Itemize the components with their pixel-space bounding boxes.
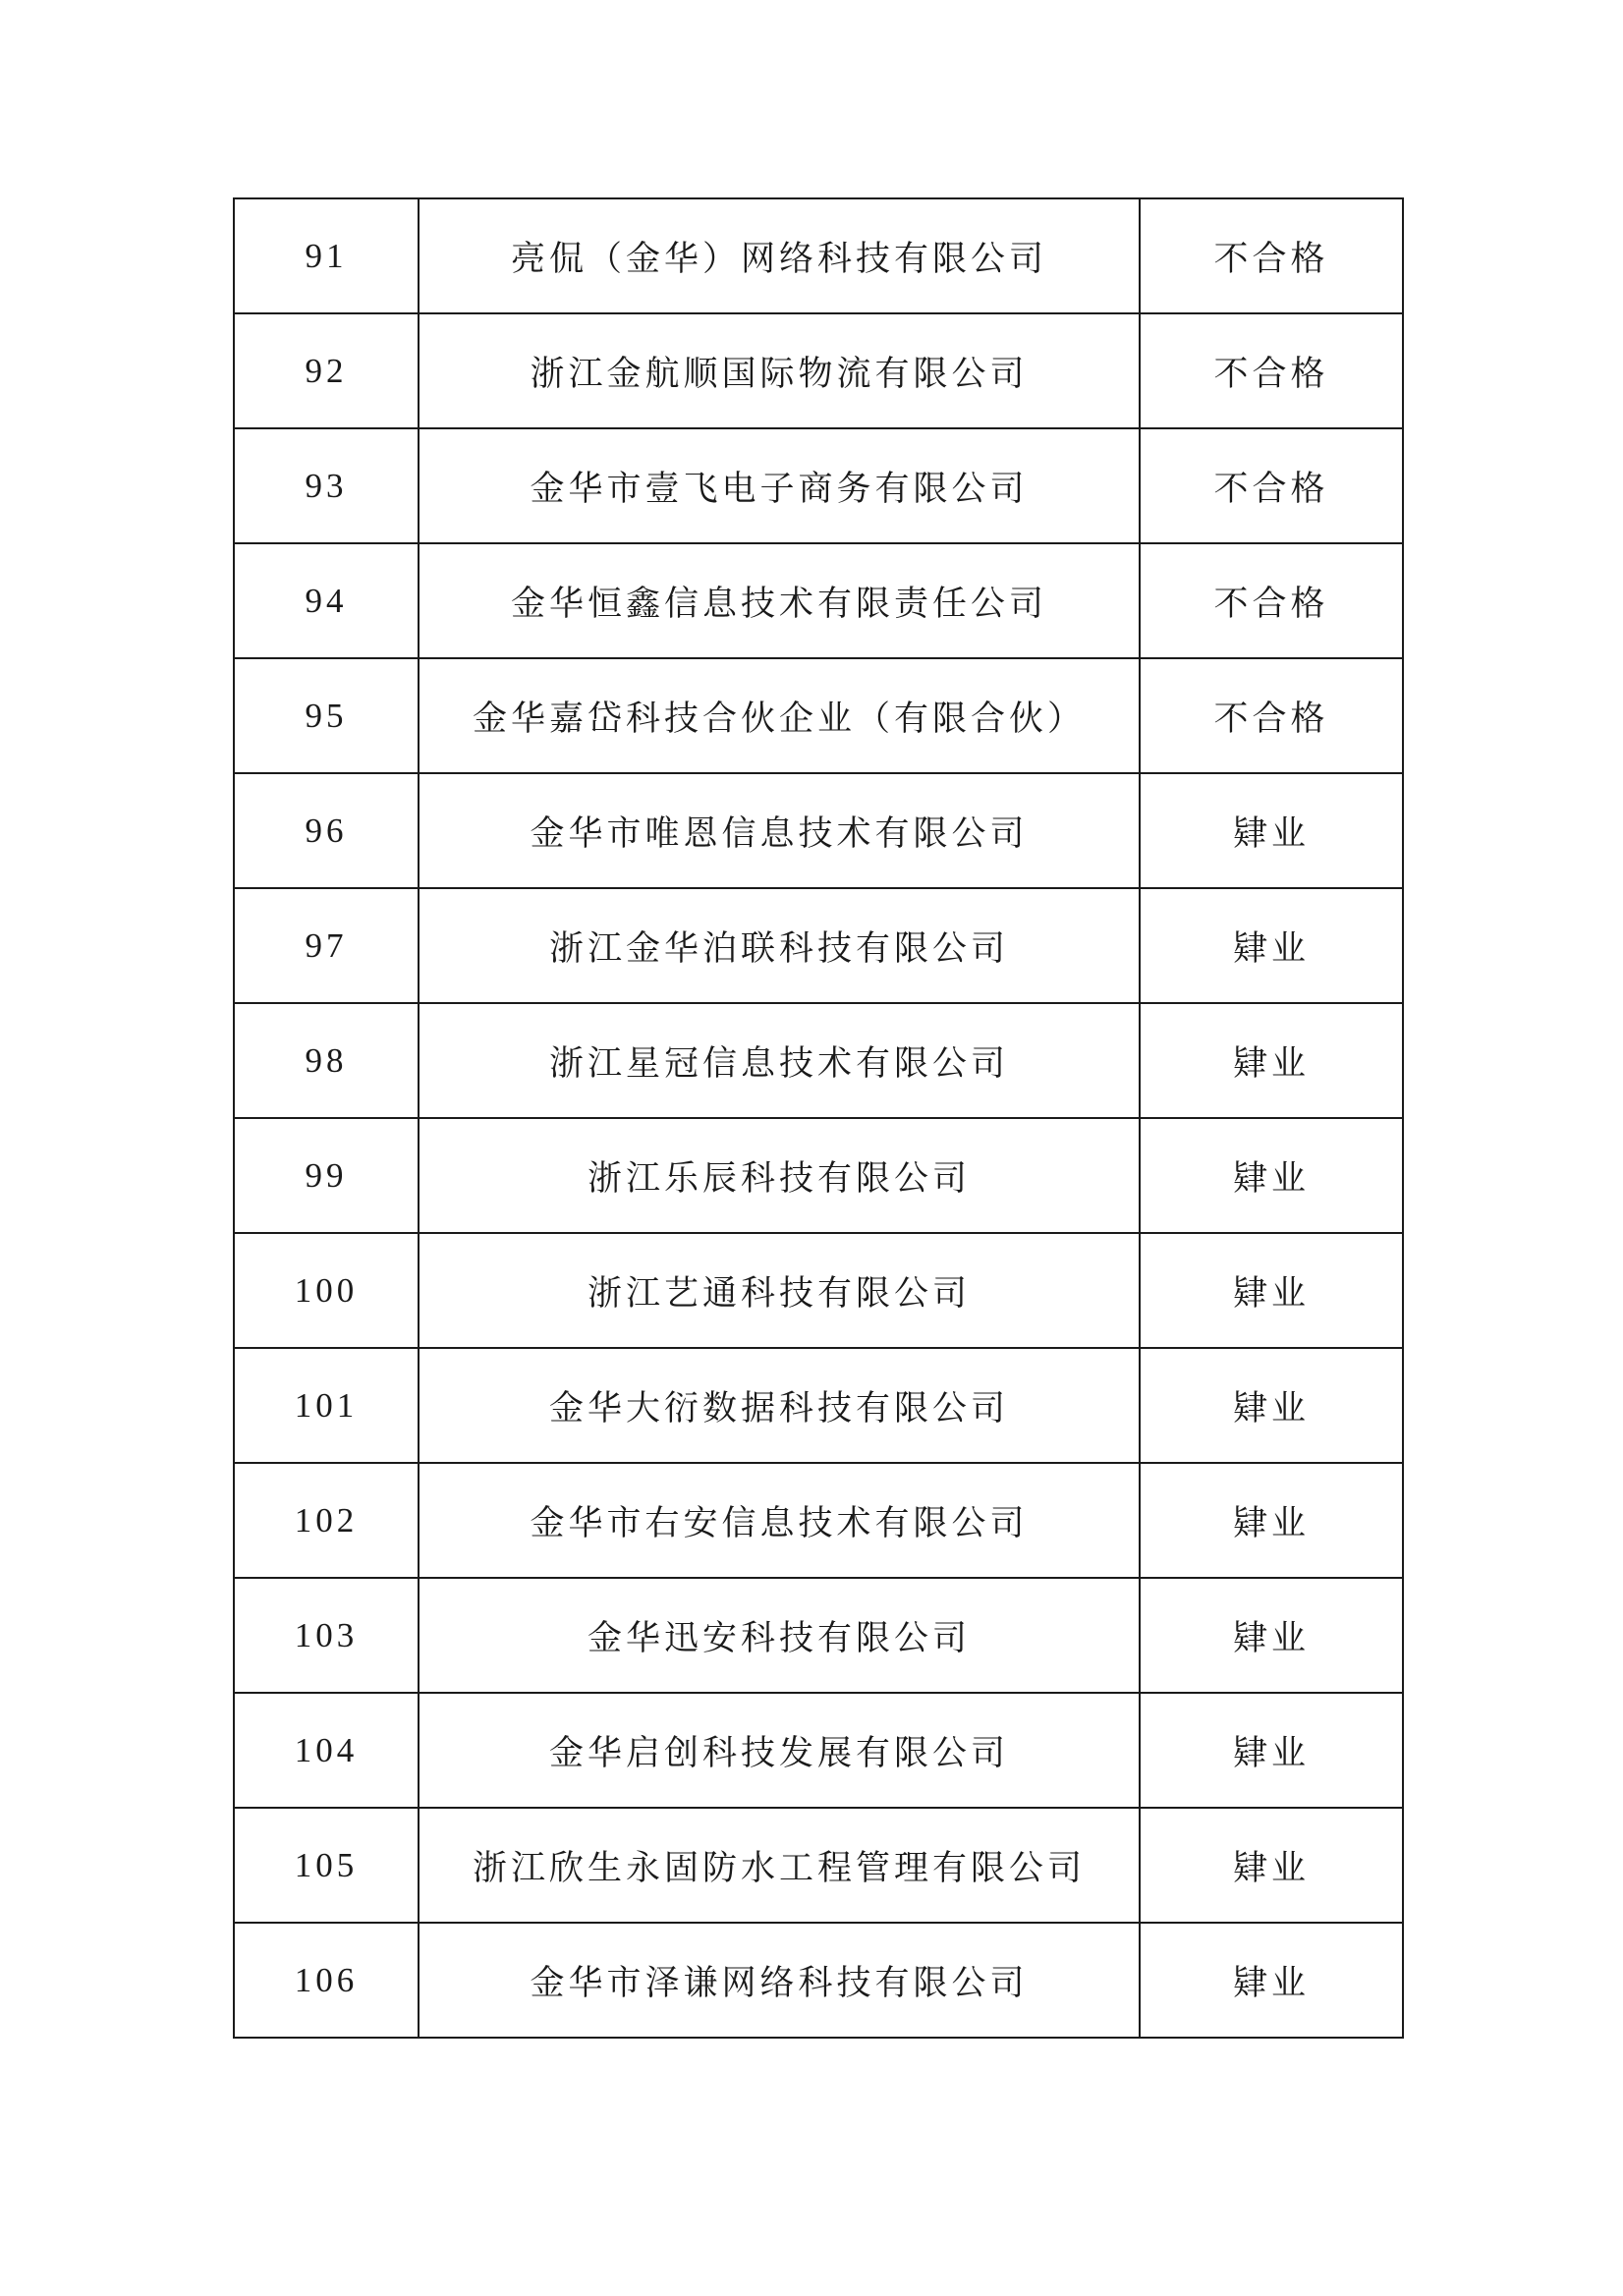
table-row: [234, 1808, 1403, 1923]
row-number: 92: [234, 313, 419, 428]
status-cell: 不合格: [1140, 198, 1403, 313]
table-row: [234, 198, 1403, 313]
company-name: 金华嘉岱科技合伙企业（有限合伙）: [419, 658, 1140, 773]
table-row: [234, 1003, 1403, 1118]
company-name: 浙江艺通科技有限公司: [419, 1233, 1140, 1348]
row-number: 93: [234, 428, 419, 543]
status-cell: 肄业: [1140, 1578, 1403, 1693]
row-number: 105: [234, 1808, 419, 1923]
status-cell: 肄业: [1140, 773, 1403, 888]
company-name: 浙江乐辰科技有限公司: [419, 1118, 1140, 1233]
row-number: 97: [234, 888, 419, 1003]
company-name: 金华市泽谦网络科技有限公司: [419, 1923, 1140, 2038]
status-cell: 不合格: [1140, 313, 1403, 428]
company-name: 浙江金航顺国际物流有限公司: [419, 313, 1140, 428]
status-cell: 肄业: [1140, 1348, 1403, 1463]
company-name: 金华迅安科技有限公司: [419, 1578, 1140, 1693]
company-name: 浙江金华泊联科技有限公司: [419, 888, 1140, 1003]
table-row: [234, 773, 1403, 888]
table-row: [234, 428, 1403, 543]
company-name: 金华市右安信息技术有限公司: [419, 1463, 1140, 1578]
row-number: 100: [234, 1233, 419, 1348]
company-name: 金华启创科技发展有限公司: [419, 1693, 1140, 1808]
company-name: 浙江欣生永固防水工程管理有限公司: [419, 1808, 1140, 1923]
company-name: 金华恒鑫信息技术有限责任公司: [419, 543, 1140, 658]
row-number: 96: [234, 773, 419, 888]
status-cell: 肄业: [1140, 1808, 1403, 1923]
company-name: 浙江星冠信息技术有限公司: [419, 1003, 1140, 1118]
table-row: [234, 1923, 1403, 2038]
status-cell: 肄业: [1140, 1233, 1403, 1348]
row-number: 104: [234, 1693, 419, 1808]
status-cell: 肄业: [1140, 1118, 1403, 1233]
status-cell: 不合格: [1140, 428, 1403, 543]
status-cell: 不合格: [1140, 658, 1403, 773]
status-cell: 肄业: [1140, 1003, 1403, 1118]
table-row: [234, 543, 1403, 658]
status-cell: 肄业: [1140, 1693, 1403, 1808]
status-cell: 肄业: [1140, 1923, 1403, 2038]
row-number: 99: [234, 1118, 419, 1233]
row-number: 95: [234, 658, 419, 773]
company-name: 金华大衍数据科技有限公司: [419, 1348, 1140, 1463]
row-number: 94: [234, 543, 419, 658]
company-name: 金华市壹飞电子商务有限公司: [419, 428, 1140, 543]
company-name: 金华市唯恩信息技术有限公司: [419, 773, 1140, 888]
table-row: [234, 658, 1403, 773]
row-number: 101: [234, 1348, 419, 1463]
table-row: [234, 1118, 1403, 1233]
status-cell: 肄业: [1140, 1463, 1403, 1578]
table-row: [234, 313, 1403, 428]
table-row: [234, 888, 1403, 1003]
row-number: 98: [234, 1003, 419, 1118]
table-row: [234, 1693, 1403, 1808]
row-number: 103: [234, 1578, 419, 1693]
row-number: 91: [234, 198, 419, 313]
row-number: 102: [234, 1463, 419, 1578]
company-name: 亮侃（金华）网络科技有限公司: [419, 198, 1140, 313]
status-cell: 肄业: [1140, 888, 1403, 1003]
company-list-table: [233, 197, 1404, 2039]
status-cell: 不合格: [1140, 543, 1403, 658]
table-row: [234, 1578, 1403, 1693]
table-row: [234, 1233, 1403, 1348]
table-row: [234, 1463, 1403, 1578]
table-row: [234, 1348, 1403, 1463]
row-number: 106: [234, 1923, 419, 2038]
